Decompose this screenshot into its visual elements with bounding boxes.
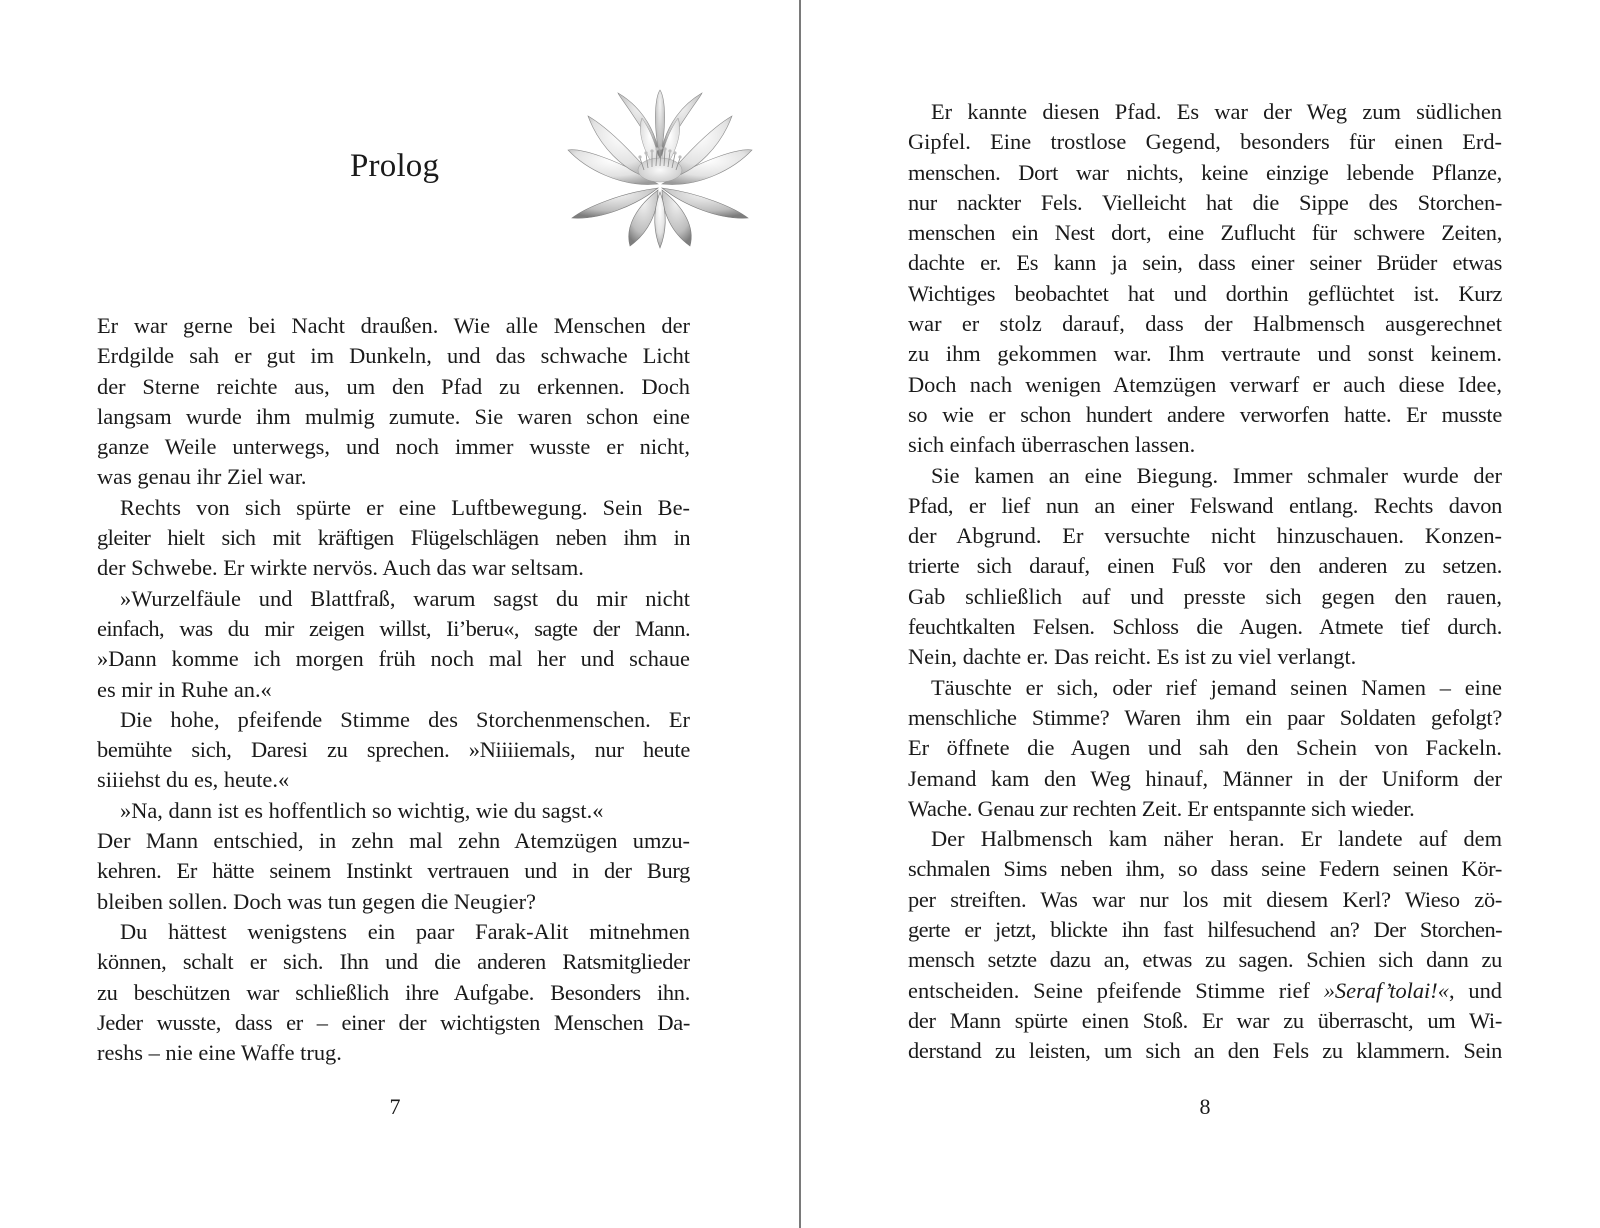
text-line xyxy=(97,462,690,492)
line-text: schmalen Sims neben ihm, so dass seine Federn seinen Kör- xyxy=(908,856,1502,882)
text-line xyxy=(908,1006,1502,1036)
text-line xyxy=(97,1038,690,1068)
line-text: »Na, dann ist es hoffentlich so wichtig, wie du sagst.« xyxy=(120,797,604,823)
line-text: Doch nach wenigen Atemzügen verwarf er auch diese Idee, xyxy=(908,371,1502,397)
line-text: langsam wurde ihm mulmig zumute. Sie waren schon eine xyxy=(97,403,690,429)
line-text: trierte sich darauf, einen Fuß vor den anderen zu setzen. xyxy=(908,553,1502,579)
line-text: der Schwebe. Er wirkte nervös. Auch das war seltsam. xyxy=(97,555,584,581)
line-text: ganze Weile unterwegs, und noch immer wusste er nicht, xyxy=(97,434,690,460)
line-text: derstand zu leisten, um sich an den Fels zu klammern. Sein xyxy=(908,1038,1502,1064)
text-line xyxy=(97,341,690,371)
text-line xyxy=(97,311,690,341)
line-text: der Mann spürte einen Stoß. Er war zu überrascht, um Wi- xyxy=(908,1007,1502,1033)
line-text: Jemand kam den Weg hinauf, Männer in der Uniform der xyxy=(908,765,1502,791)
text-line xyxy=(97,826,690,856)
line-text: so wie er schon hundert andere verworfen hatte. Er musste xyxy=(908,401,1502,427)
right-page xyxy=(801,0,1600,1228)
text-line xyxy=(908,551,1502,581)
text-line xyxy=(908,976,1502,1006)
line-text: was genau ihr Ziel war. xyxy=(97,464,307,490)
text-line xyxy=(97,372,690,402)
line-text: per streiften. Was war nur los mit diesem Kerl? Wieso zö- xyxy=(908,886,1502,912)
line-text: Er öffnete die Augen und sah den Schein von Fackeln. xyxy=(908,735,1502,761)
text-line xyxy=(908,309,1502,339)
right-body-text xyxy=(908,97,1502,1067)
line-text: Wache. Genau zur rechten Zeit. Er entspannte sich wieder. xyxy=(908,795,1415,821)
text-line xyxy=(908,188,1502,218)
text-line xyxy=(908,915,1502,945)
text-line xyxy=(97,765,690,795)
line-text: Nein, dachte er. Das reicht. Es ist zu viel verlangt. xyxy=(908,644,1357,670)
line-text: entscheiden. Seine pfeifende Stimme rief xyxy=(908,977,1324,1003)
text-line xyxy=(908,127,1502,157)
text-line xyxy=(97,644,690,674)
line-text-after: , und xyxy=(1448,977,1502,1003)
line-text: menschen ein Nest dort, eine Zuflucht für schwere Zeiten, xyxy=(908,220,1502,246)
text-line xyxy=(908,885,1502,915)
line-text: Die hohe, pfeifende Stimme des Storchenmenschen. Er xyxy=(120,706,690,732)
text-line xyxy=(97,917,690,947)
text-line xyxy=(908,158,1502,188)
text-line xyxy=(908,642,1502,672)
text-line xyxy=(908,582,1502,612)
line-text: siiiehst du es, heute.« xyxy=(97,767,290,793)
line-text: der Abgrund. Er versuchte nicht hinzuschauen. Konzen- xyxy=(908,523,1502,549)
line-text: reshs – nie eine Waffe trug. xyxy=(97,1040,342,1066)
line-text: menschliche Stimme? Waren ihm ein paar Soldaten gefolgt? xyxy=(908,704,1502,730)
text-line xyxy=(908,733,1502,763)
line-text: es mir in Ruhe an.« xyxy=(97,676,272,702)
water-lily-icon xyxy=(560,88,760,250)
line-text: können, schalt er sich. Ihn und die anderen Ratsmitglieder xyxy=(97,949,690,975)
text-line xyxy=(908,521,1502,551)
text-line xyxy=(97,493,690,523)
text-line xyxy=(908,673,1502,703)
line-text: Gipfel. Eine trostlose Gegend, besonders für einen Erd- xyxy=(908,129,1502,155)
line-text: nur nackter Fels. Vielleicht hat die Sippe des Storchen- xyxy=(908,189,1502,215)
left-body-text xyxy=(97,311,690,1068)
line-text: Er war gerne bei Nacht draußen. Wie alle Menschen der xyxy=(97,313,690,338)
line-text: menschen. Dort war nichts, keine einzige lebende Pflanze, xyxy=(908,159,1502,185)
line-text: sich einfach überraschen lassen. xyxy=(908,432,1196,458)
line-text: Täuschte er sich, oder rief jemand seinen Namen – eine xyxy=(931,674,1502,700)
text-line xyxy=(97,796,690,826)
line-text: Erdgilde sah er gut im Dunkeln, und das schwache Licht xyxy=(97,343,690,369)
chapter-title: Prolog xyxy=(350,148,440,184)
text-line xyxy=(908,612,1502,642)
text-line xyxy=(97,887,690,917)
page-number-left: 7 xyxy=(389,1094,401,1119)
line-text: Er kannte diesen Pfad. Es war der Weg zum südlichen xyxy=(931,99,1502,124)
left-page xyxy=(0,0,799,1228)
line-text: bleiben sollen. Doch was tun gegen die Neugier? xyxy=(97,888,536,914)
line-text: war er stolz darauf, dass der Halbmensch ausgerechnet xyxy=(908,311,1502,337)
line-text: Wichtiges beobachtet hat und dorthin geflüchtet ist. Kurz xyxy=(908,280,1502,306)
text-line xyxy=(908,491,1502,521)
text-line xyxy=(97,1008,690,1038)
text-line xyxy=(908,248,1502,278)
text-line xyxy=(97,432,690,462)
italic-quote: »Seraf’tolai!« xyxy=(1323,977,1449,1003)
line-text: Gab schließlich auf und presste sich gegen den rauen, xyxy=(908,583,1502,609)
line-text: dachte er. Es kann ja sein, dass einer seiner Brüder etwas xyxy=(908,250,1502,276)
line-text: Rechts von sich spürte er eine Luftbewegung. Sein Be- xyxy=(120,494,690,520)
text-line xyxy=(908,218,1502,248)
text-line xyxy=(97,523,690,553)
text-line xyxy=(97,402,690,432)
text-line xyxy=(97,947,690,977)
line-text: feuchtkalten Felsen. Schloss die Augen. Atmete tief durch. xyxy=(908,614,1502,640)
line-text: gerte er jetzt, blickte ihn fast hilfesuchend an? Der Storchen- xyxy=(908,917,1502,943)
text-line xyxy=(908,279,1502,309)
text-line xyxy=(908,794,1502,824)
text-line xyxy=(908,824,1502,854)
line-text: »Wurzelfäule und Blattfraß, warum sagst du mir nicht xyxy=(120,585,690,611)
line-text: Jeder wusste, dass er – einer der wichtigsten Menschen Da- xyxy=(97,1009,690,1035)
text-line xyxy=(908,339,1502,369)
line-text: »Dann komme ich morgen früh noch mal her und schaue xyxy=(97,646,690,672)
text-line xyxy=(908,854,1502,884)
line-text: Pfad, er lief nun an einer Felswand entlang. Rechts davon xyxy=(908,492,1502,518)
text-line xyxy=(908,461,1502,491)
text-line xyxy=(908,400,1502,430)
line-text: Der Mann entschied, in zehn mal zehn Atemzügen umzu- xyxy=(97,828,690,854)
text-line xyxy=(908,1036,1502,1066)
text-line xyxy=(908,97,1502,127)
line-text: Der Halbmensch kam näher heran. Er landete auf dem xyxy=(931,826,1502,852)
text-line xyxy=(908,764,1502,794)
page-number-right: 8 xyxy=(1199,1094,1211,1119)
text-line xyxy=(908,703,1502,733)
text-line xyxy=(908,430,1502,460)
line-text: gleiter hielt sich mit kräftigen Flügelschlägen neben ihm in xyxy=(97,525,690,551)
text-line xyxy=(97,978,690,1008)
text-line xyxy=(97,553,690,583)
text-line xyxy=(97,735,690,765)
line-text: kehren. Er hätte seinem Instinkt vertrauen und in der Burg xyxy=(97,858,690,884)
text-line xyxy=(908,370,1502,400)
line-text: zu ihm gekommen war. Ihm vertraute und sonst keinem. xyxy=(908,341,1502,367)
line-text: einfach, was du mir zeigen willst, Ii’beru«, sagte der Mann. xyxy=(97,615,690,641)
text-line xyxy=(97,584,690,614)
line-text: Du hättest wenigstens ein paar Farak-Alit mitnehmen xyxy=(120,918,690,944)
text-line xyxy=(908,945,1502,975)
line-text: zu beschützen war schließlich ihre Aufgabe. Besonders ihn. xyxy=(97,979,690,1005)
text-line xyxy=(97,614,690,644)
text-line xyxy=(97,705,690,735)
text-line xyxy=(97,856,690,886)
line-text: der Sterne reichte aus, um den Pfad zu erkennen. Doch xyxy=(97,373,690,399)
line-text: bemühte sich, Daresi zu sprechen. »Niiiiemals, nur heute xyxy=(97,737,690,763)
line-text: mensch setzte dazu an, etwas zu sagen. Schien sich dann zu xyxy=(908,947,1502,973)
line-text: Sie kamen an eine Biegung. Immer schmaler wurde der xyxy=(931,462,1502,488)
text-line xyxy=(97,675,690,705)
